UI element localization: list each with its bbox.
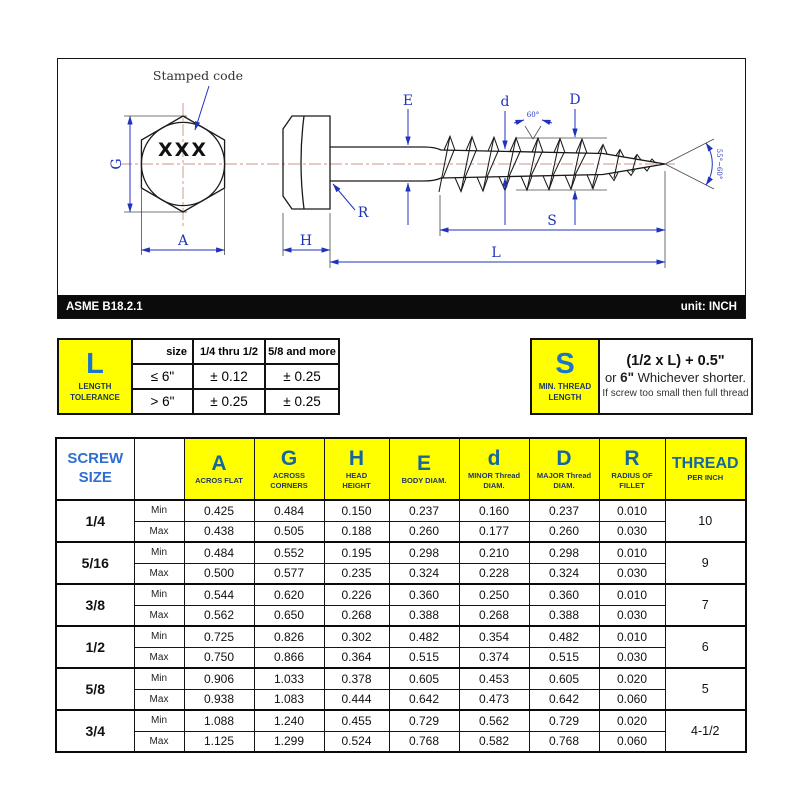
value-cell: 0.388	[389, 605, 459, 626]
value-cell: 0.438	[184, 521, 254, 542]
value-cell: 0.150	[324, 500, 389, 521]
spec-row-max	[56, 689, 746, 710]
value-cell: 0.228	[459, 563, 529, 584]
spec-row-min	[56, 584, 746, 605]
min-label-cell: Min	[134, 626, 184, 647]
value-cell: 0.060	[599, 689, 665, 710]
tolerance-value: ± 0.12	[193, 364, 265, 389]
value-cell: 0.030	[599, 647, 665, 668]
spec-row-min	[56, 500, 746, 521]
spec-row-max	[56, 647, 746, 668]
tolerance-header-small: 1/4 thru 1/2	[193, 339, 265, 364]
tolerance-value: ± 0.25	[265, 364, 339, 389]
value-cell: 1.299	[254, 731, 324, 752]
spec-row-min	[56, 626, 746, 647]
dim-label-D: D	[569, 92, 581, 108]
value-cell: 0.378	[324, 668, 389, 689]
tolerance-size: ≤ 6"	[132, 364, 193, 389]
value-cell: 0.177	[459, 521, 529, 542]
tolerance-header-size: size	[132, 339, 193, 364]
value-cell: 0.388	[529, 605, 599, 626]
value-cell: 0.226	[324, 584, 389, 605]
stamp-text: XXX	[158, 139, 208, 161]
value-cell: 0.768	[529, 731, 599, 752]
value-cell: 0.906	[184, 668, 254, 689]
value-cell: 0.642	[389, 689, 459, 710]
value-cell: 0.060	[599, 731, 665, 752]
header-col-G: G ACROSS CORNERS	[254, 438, 324, 500]
value-cell: 0.500	[184, 563, 254, 584]
value-cell: 0.010	[599, 584, 665, 605]
value-cell: 0.237	[529, 500, 599, 521]
value-cell: 0.360	[389, 584, 459, 605]
threads-per-inch-cell: 9	[665, 542, 746, 584]
tolerance-value: ± 0.25	[193, 389, 265, 414]
technical-drawing	[57, 58, 746, 319]
value-cell: 0.455	[324, 710, 389, 731]
dim-label-E: E	[402, 93, 414, 109]
point-angle-label: 55°~60°	[715, 148, 723, 180]
value-cell: 0.473	[459, 689, 529, 710]
tolerance-value: ± 0.25	[265, 389, 339, 414]
header-col-D: D MAJOR Thread DIAM.	[529, 438, 599, 500]
thread-length-key-label: MIN. THREAD LENGTH	[538, 382, 592, 402]
thread-length-alternative: or 6" Whichever shorter.	[604, 370, 747, 386]
value-cell: 1.240	[254, 710, 324, 731]
min-label-cell: Min	[134, 710, 184, 731]
threads-per-inch-cell: 10	[665, 500, 746, 542]
value-cell: 0.030	[599, 605, 665, 626]
value-cell: 0.515	[389, 647, 459, 668]
value-cell: 0.268	[459, 605, 529, 626]
value-cell: 0.577	[254, 563, 324, 584]
extension-lines	[124, 116, 714, 268]
dim-label-A: A	[177, 233, 189, 249]
thread-length-key-letter: S	[555, 348, 575, 381]
value-cell: 0.030	[599, 563, 665, 584]
value-cell: 0.324	[389, 563, 459, 584]
value-cell: 0.010	[599, 542, 665, 563]
value-cell: 0.444	[324, 689, 389, 710]
header-col-A: A ACROS FLAT	[184, 438, 254, 500]
value-cell: 0.642	[529, 689, 599, 710]
shank-top	[330, 147, 665, 164]
spec-row-min	[56, 542, 746, 563]
header-row	[56, 438, 746, 500]
threads-per-inch-cell: 6	[665, 626, 746, 668]
header-col-thread: THREAD PER INCH	[665, 438, 746, 500]
tolerance-header-large: 5/8 and more	[265, 339, 339, 364]
size-cell: 5/16	[56, 542, 134, 584]
value-cell: 0.235	[324, 563, 389, 584]
value-cell: 0.562	[184, 605, 254, 626]
value-cell: 0.552	[254, 542, 324, 563]
spec-row-max	[56, 731, 746, 752]
spec-row-max	[56, 605, 746, 626]
value-cell: 0.768	[389, 731, 459, 752]
value-cell: 0.268	[324, 605, 389, 626]
drawing-labels	[109, 68, 723, 261]
value-cell: 0.250	[459, 584, 529, 605]
thread-length-key-cell	[531, 339, 599, 414]
value-cell: 0.620	[254, 584, 324, 605]
hex-head-side	[283, 116, 330, 209]
centerlines	[120, 103, 675, 227]
dim-label-L: L	[491, 245, 501, 261]
value-cell: 0.237	[389, 500, 459, 521]
screw-drawing	[58, 59, 745, 295]
value-cell: 0.453	[459, 668, 529, 689]
min-label-cell: Min	[134, 668, 184, 689]
value-cell: 0.425	[184, 500, 254, 521]
value-cell: 0.160	[459, 500, 529, 521]
dim-label-d: d	[500, 94, 510, 110]
value-cell: 0.298	[529, 542, 599, 563]
threads-per-inch-cell: 5	[665, 668, 746, 710]
dimension-lines	[130, 86, 712, 262]
tolerance-size: > 6"	[132, 389, 193, 414]
head-facet-line	[301, 116, 304, 209]
value-cell: 0.482	[389, 626, 459, 647]
value-cell: 0.650	[254, 605, 324, 626]
min-label-cell: Min	[134, 584, 184, 605]
size-cell: 5/8	[56, 668, 134, 710]
value-cell: 1.033	[254, 668, 324, 689]
value-cell: 0.729	[389, 710, 459, 731]
spec-row-min	[56, 668, 746, 689]
value-cell: 0.360	[529, 584, 599, 605]
value-cell: 0.210	[459, 542, 529, 563]
min-thread-length-table	[530, 338, 753, 415]
standard-label: ASME B18.2.1	[66, 300, 143, 313]
value-cell: 0.302	[324, 626, 389, 647]
value-cell: 0.482	[529, 626, 599, 647]
header-col-d: d MINOR Thread DIAM.	[459, 438, 529, 500]
header-col-R: R RADIUS OF FILLET	[599, 438, 665, 500]
header-col-H: H HEAD HEIGHT	[324, 438, 389, 500]
tolerance-key-letter: L	[86, 348, 104, 381]
value-cell: 0.484	[184, 542, 254, 563]
value-cell: 0.010	[599, 626, 665, 647]
value-cell: 0.505	[254, 521, 324, 542]
value-cell: 1.083	[254, 689, 324, 710]
value-cell: 0.020	[599, 668, 665, 689]
header-minmax-spacer	[134, 438, 184, 500]
value-cell: 0.729	[529, 710, 599, 731]
value-cell: 0.298	[389, 542, 459, 563]
value-cell: 0.260	[529, 521, 599, 542]
value-cell: 0.938	[184, 689, 254, 710]
value-cell: 0.030	[599, 521, 665, 542]
drawing-title-bar	[58, 295, 745, 318]
value-cell: 0.515	[529, 647, 599, 668]
value-cell: 0.866	[254, 647, 324, 668]
thread-length-formula: (1/2 x L) + 0.5"	[626, 353, 725, 369]
value-cell: 0.582	[459, 731, 529, 752]
value-cell: 1.088	[184, 710, 254, 731]
value-cell: 0.826	[254, 626, 324, 647]
header-screw-size: SCREW SIZE	[56, 438, 134, 500]
unit-label: unit: INCH	[680, 300, 737, 313]
tolerance-key-cell	[58, 339, 132, 414]
value-cell: 0.260	[389, 521, 459, 542]
value-cell: 0.562	[459, 710, 529, 731]
spec-row-min	[56, 710, 746, 731]
threads-per-inch-cell: 7	[665, 584, 746, 626]
value-cell: 0.750	[184, 647, 254, 668]
value-cell: 0.605	[529, 668, 599, 689]
dim-label-H: H	[299, 233, 313, 249]
size-cell: 3/4	[56, 710, 134, 752]
value-cell: 0.010	[599, 500, 665, 521]
max-label-cell: Max	[134, 605, 184, 626]
threads-per-inch-cell: 4-1/2	[665, 710, 746, 752]
dim-label-R: R	[357, 205, 369, 221]
value-cell: 0.544	[184, 584, 254, 605]
dimensions-table	[55, 437, 747, 753]
size-cell: 1/2	[56, 626, 134, 668]
value-cell: 0.374	[459, 647, 529, 668]
max-label-cell: Max	[134, 647, 184, 668]
length-tolerance-table	[57, 338, 340, 415]
value-cell: 0.020	[599, 710, 665, 731]
spec-row-max	[56, 521, 746, 542]
value-cell: 0.364	[324, 647, 389, 668]
value-cell: 0.195	[324, 542, 389, 563]
tolerance-key-label: LENGTH TOLERANCE	[70, 382, 120, 402]
value-cell: 0.725	[184, 626, 254, 647]
min-label-cell: Min	[134, 542, 184, 563]
stamped-code-label: Stamped code	[152, 68, 244, 83]
value-cell: 0.188	[324, 521, 389, 542]
value-cell: 0.484	[254, 500, 324, 521]
value-cell: 0.354	[459, 626, 529, 647]
spec-row-max	[56, 563, 746, 584]
header-col-E: E BODY DIAM.	[389, 438, 459, 500]
max-label-cell: Max	[134, 689, 184, 710]
thread-length-rule-cell	[599, 339, 752, 414]
value-cell: 1.125	[184, 731, 254, 752]
dim-label-G: G	[109, 158, 125, 170]
value-cell: 0.605	[389, 668, 459, 689]
max-label-cell: Max	[134, 521, 184, 542]
value-cell: 0.524	[324, 731, 389, 752]
max-label-cell: Max	[134, 731, 184, 752]
dim-label-S: S	[547, 213, 557, 229]
spec-table-body	[56, 500, 746, 752]
thread-length-note: If screw too small then full thread	[602, 388, 749, 399]
thread-angle-label: 60°	[526, 111, 540, 119]
value-cell: 0.324	[529, 563, 599, 584]
max-label-cell: Max	[134, 563, 184, 584]
size-cell: 1/4	[56, 500, 134, 542]
min-label-cell: Min	[134, 500, 184, 521]
size-cell: 3/8	[56, 584, 134, 626]
